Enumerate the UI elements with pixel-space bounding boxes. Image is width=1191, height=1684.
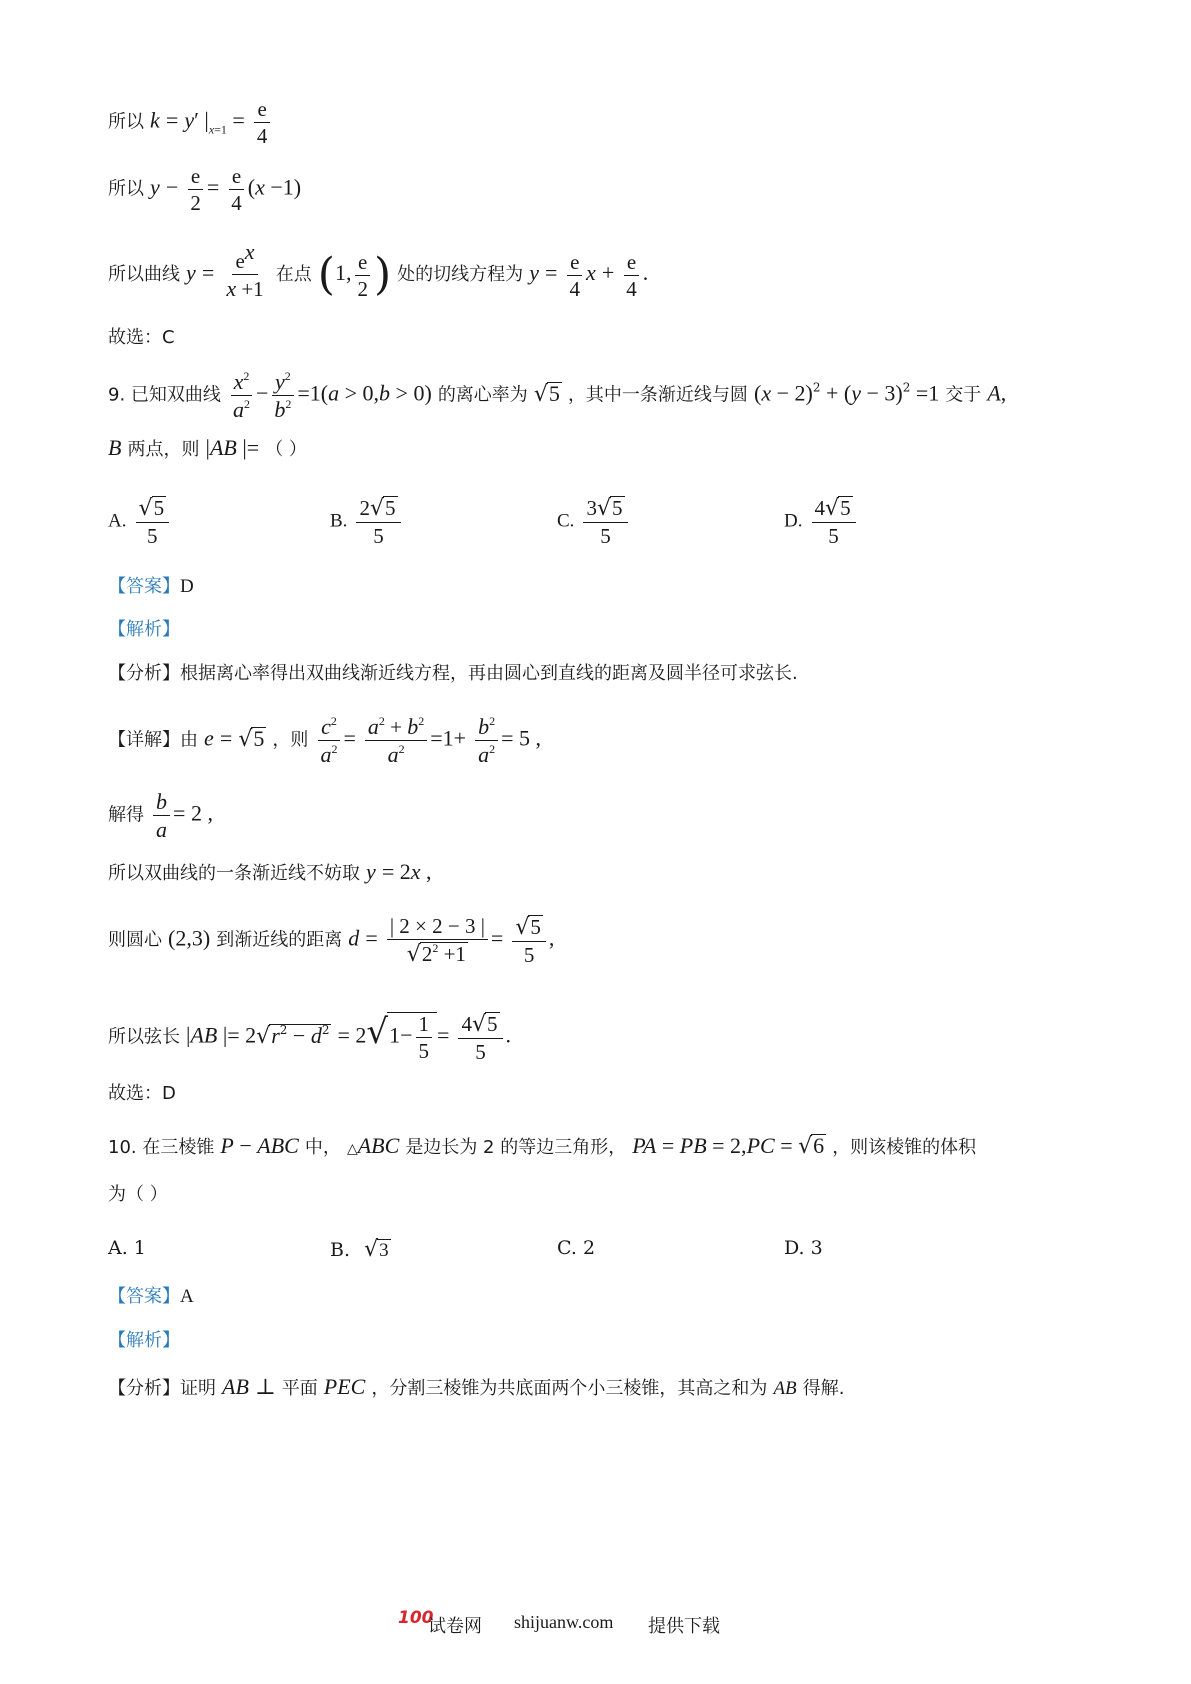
answer-choice-d: 故选：D [108,1083,176,1104]
q9-detail-asymptote: 所以双曲线的一条渐近线不妨取 y = 2x , [108,859,432,884]
q9-detail-ratio: 解得 $\frac{b}{a}$ = 2 , [108,789,213,843]
answer-choice-c: 故选：C [108,327,175,348]
line-k-value: 所以 k = y′ $|_{x=1}$ = $\frac{e}{4}$ [108,98,273,147]
q9-option-a[interactable]: A. $\frac{√5}{5}$ [108,496,172,547]
q9-option-c[interactable]: C. $\frac{3√5}{5}$ [557,496,631,547]
q9-analysis-heading: 【解析】 [108,619,180,640]
question-10-stem: 10. 在三棱锥 P − ABC 中， △ABC 是边长为 2 的等边三角形， PA = PB = 2,PC = √6 ，则该棱锥的体积 [108,1133,977,1159]
q9-analysis-summary: 【分析】根据离心率得出双曲线渐近线方程，再由圆心到直线的距离及圆半径可求弦长. [108,663,798,684]
site-logo-number: 100 [398,1608,434,1628]
q10-analysis-heading: 【解析】 [108,1330,180,1351]
q10-option-c[interactable]: C. 2 [557,1237,596,1259]
question-9-stem: 9. 已知双曲线 $\frac{x^2}{a^2}$ − $\frac{y^2}{b^2}$ =1(a > 0,b > 0) 的离心率为 √5 ，其中一条渐近线与圆 $(x - 2)^2 + (y - 3)^2 =1$ 交于 A, [108,369,1007,423]
q10-option-a[interactable]: A. 1 [108,1237,146,1259]
q10-option-d[interactable]: D. 3 [784,1237,823,1259]
q9-answer: 【答案】D [108,576,194,597]
question-9-stem-line2: B 两点，则 |AB |= （ ） [108,435,307,460]
q9-detail-eccentricity: 【详解】由 e = √5 ，则 $\frac{c^2}{a^2}$ = $\frac{a^2 + b^2}{a^2}$ =1+ $\frac{b^2}{a^2}$ = 5 , [108,714,542,768]
q10-analysis-summary: 【分析】证明 AB ⊥ 平面 PEC ，分割三棱锥为共底面两个小三棱锥，其高之和为 AB 得解. [108,1374,845,1399]
question-10-stem-line2: 为（ ） [108,1184,168,1205]
site-url-link[interactable]: shijuanw.com [514,1612,614,1632]
q9-option-b[interactable]: B. $\frac{2√5}{5}$ [330,496,404,547]
q10-option-b[interactable]: B. √3 [330,1237,389,1262]
q9-detail-chord: 所以弦长 |AB |= $2√r^2 - d^2 = 2√1-$ $\frac{1}{5}$ = $\frac{4√5}{5}$ . [108,1011,512,1065]
q9-detail-distance: 则圆心 (2,3) 到渐近线的距离 d = $\frac{| 2 \times 2 - 3 |}{√2^2 +1}$ = $\frac{√5}{5}$ , [108,914,555,968]
site-logo-text: 试卷网 [428,1616,482,1637]
q10-answer: 【答案】A [108,1286,194,1307]
line-tangent-equation: 所以曲线 y = $\frac{e^x}{x +1}$ 在点 (1, $\frac{e}{2}$ ) 处的切线方程为 y = $\frac{e}{4}$ x + $\frac{e}{4}$ . [108,239,649,302]
q9-option-d[interactable]: D. $\frac{4√5}{5}$ [784,496,859,547]
provide-download-text: 提供下载 [648,1616,720,1637]
line-tangent-point-slope: 所以 y − $\frac{e}{2}$ = $\frac{e}{4}$ (x −1) [108,164,302,216]
